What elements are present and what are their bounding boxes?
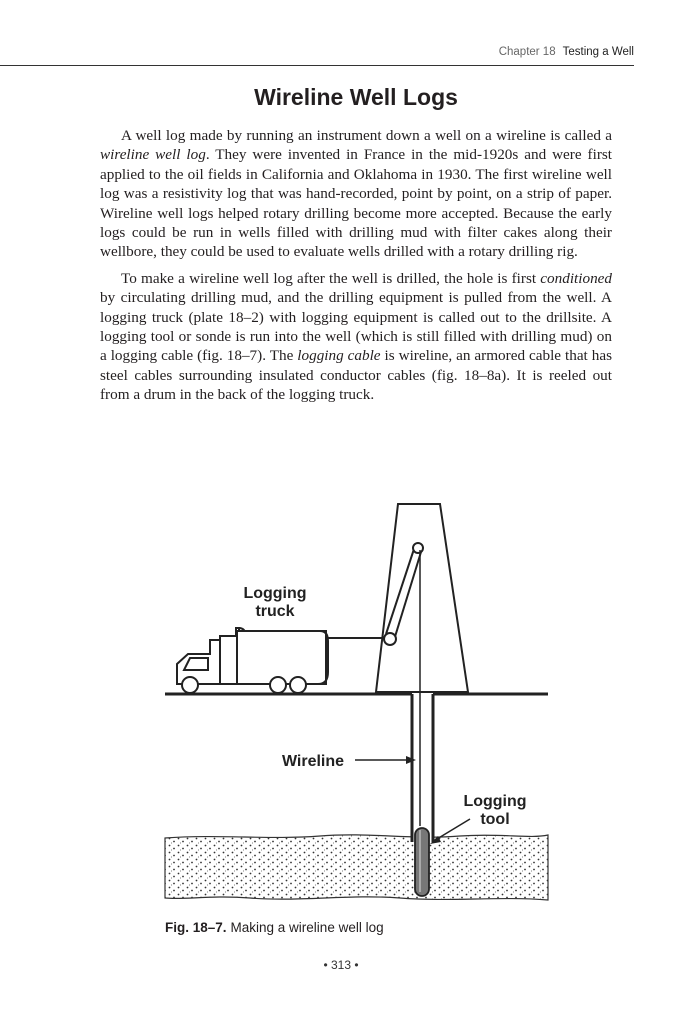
logging-truck — [177, 628, 326, 693]
wireline-diagram — [150, 494, 560, 914]
label-logging-truck-line2: truck — [255, 603, 295, 620]
page-number: • 313 • — [323, 958, 359, 972]
running-header — [0, 46, 634, 58]
paragraph — [100, 269, 612, 405]
label-logging-tool-line2: tool — [480, 811, 510, 828]
italic-term: wireline well log — [100, 146, 206, 164]
chapter-number: Chapter 18 — [498, 46, 556, 58]
italic-term: logging cable — [297, 347, 381, 365]
text-run: To make a wireline well log after the well is drilled, the hole is first — [121, 269, 541, 287]
figure-number: Fig. 18–7. — [165, 920, 227, 935]
logging-mast — [376, 504, 468, 692]
header-rule — [0, 65, 634, 66]
label-logging-tool-line1: Logging — [463, 793, 527, 810]
text-run: by circulating drilling mud, and the drilling equipment is pulled from the well. A logging truck (plate 18–2) with logging equipment is called out to the drillsite. A logging tool or sonde is run into the well (which is still filled with drilling mud) on a logging cable (fig. 18–7). The — [100, 289, 612, 365]
page-title: Wireline Well Logs — [254, 84, 458, 110]
label-logging-truck-line1: Logging — [243, 585, 307, 602]
text-run: is wireline, an armored cable that has steel cables surrounding insulated conductor cables (fig. 18–8a). It is reeled out from a drum in the back of the logging truck. — [100, 347, 612, 404]
figure-caption-text: Making a wireline well log — [230, 920, 384, 935]
label-wireline: Wireline — [281, 753, 345, 770]
figure-wireline-log — [150, 494, 560, 914]
figure-caption — [165, 920, 384, 935]
logging-tool — [415, 828, 429, 896]
italic-term: conditioned — [540, 269, 612, 287]
formation-layer — [165, 835, 548, 900]
chapter-title: Testing a Well — [562, 46, 634, 58]
body-text — [100, 126, 612, 405]
text-run: . They were invented in France in the mid-1920s and were first applied to the oil fields in California and Oklahoma in 1930. The first wireline well log was a resistivity log that was hand-recorded, point by point, on a strip of paper. Wireline well logs helped rotary drilling become more accepted. Because the early logs could be run in wells filled with drilling mud with filter cakes along their wellbore, they could be used to evaluate wells drilled with a rotary drilling rig. — [100, 146, 613, 261]
wellbore — [412, 694, 433, 844]
paragraph — [100, 126, 612, 262]
text-run: A well log made by running an instrument down a well on a wireline is called a — [121, 127, 612, 144]
